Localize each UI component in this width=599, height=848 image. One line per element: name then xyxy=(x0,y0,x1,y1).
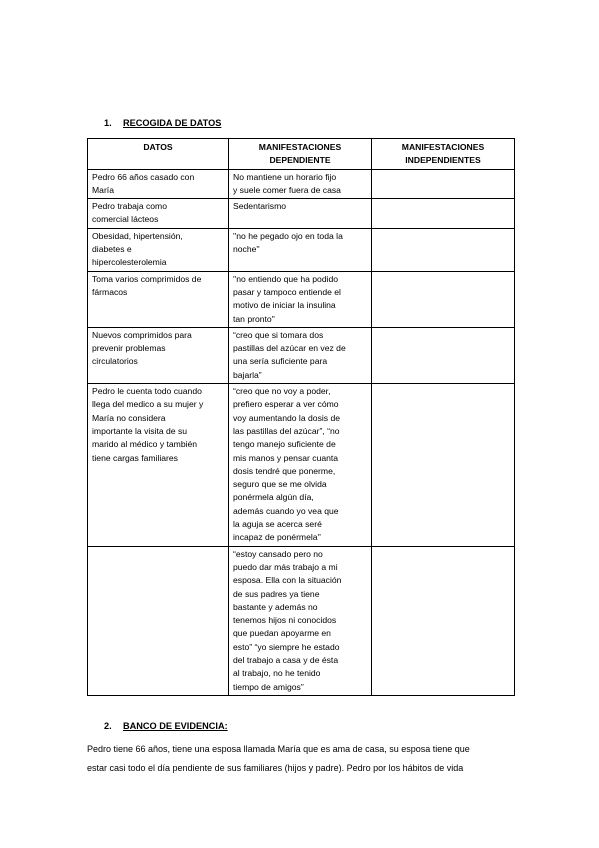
column-header xyxy=(229,139,372,170)
cell-text: pasar y tampoco entiende el xyxy=(233,286,341,297)
cell-text: circulatorios xyxy=(92,356,138,367)
cell-dependiente xyxy=(229,228,372,271)
table-row xyxy=(88,546,515,695)
header-text: MANIFESTACIONES xyxy=(258,142,342,152)
cell-dependiente xyxy=(229,199,372,229)
cell-text: tiene cargas familiares xyxy=(92,452,178,463)
cell-datos xyxy=(88,546,229,695)
cell-text: la aguja se acerca seré xyxy=(233,519,322,530)
section-title: BANCO DE EVIDENCIA: xyxy=(123,721,228,731)
cell-independiente xyxy=(372,546,515,695)
cell-text: “creo que no voy a poder, xyxy=(233,386,331,397)
cell-text: las pastillas del azúcar”, “no xyxy=(233,425,340,436)
cell-text: esposa. Ella con la situación xyxy=(233,575,342,586)
cell-datos xyxy=(88,271,229,327)
cell-text: Pedro le cuenta todo cuando xyxy=(92,386,202,397)
cell-independiente xyxy=(372,169,515,199)
cell-text: ''no entiendo que ha podido xyxy=(233,273,339,284)
column-header xyxy=(88,139,229,170)
cell-independiente xyxy=(372,228,515,271)
cell-datos xyxy=(88,327,229,383)
cell-text: “creo que si tomara dos xyxy=(233,329,324,340)
cell-independiente xyxy=(372,271,515,327)
cell-text: ''no he pegado ojo en toda la xyxy=(233,230,343,241)
cell-text: prefiero esperar a ver cómo xyxy=(233,399,339,410)
cell-text: María xyxy=(92,184,114,195)
cell-text: y suele comer fuera de casa xyxy=(233,184,341,195)
section-heading-recogida xyxy=(104,118,221,128)
cell-text: marido al médico y también xyxy=(92,439,198,450)
cell-text: dosis tendré que ponerme, xyxy=(233,465,336,476)
cell-text: de sus padres ya tiene xyxy=(233,588,320,599)
cell-text: mis manos y pensar cuanta xyxy=(233,452,339,463)
cell-text: Obesidad, hipertensión, xyxy=(92,230,183,241)
cell-text: tiempo de amigos” xyxy=(233,681,304,692)
cell-text: pastillas del azúcar en vez de xyxy=(233,343,346,354)
cell-text: prevenir problemas xyxy=(92,343,166,354)
data-table xyxy=(87,138,515,696)
cell-text: “estoy cansado pero no xyxy=(233,548,323,559)
cell-text: tan pronto" xyxy=(233,313,275,324)
table-row xyxy=(88,169,515,199)
paragraph-line: Pedro tiene 66 años, tiene una esposa llamada María que es ama de casa, su esposa tiene que xyxy=(87,744,470,754)
cell-text: bastante y además no xyxy=(233,601,318,612)
evidence-paragraph xyxy=(87,740,517,778)
column-header xyxy=(372,139,515,170)
cell-text: tenemos hijos ni conocidos xyxy=(233,615,337,626)
cell-text: además cuando yo vea que xyxy=(233,505,339,516)
cell-dependiente xyxy=(229,327,372,383)
header-text: MANIFESTACIONES xyxy=(401,142,485,152)
cell-text: María no considera xyxy=(92,412,166,423)
table-row xyxy=(88,271,515,327)
cell-dependiente xyxy=(229,271,372,327)
cell-text: tengo manejo suficiente de xyxy=(233,439,336,450)
cell-dependiente xyxy=(229,546,372,695)
cell-text: bajarla” xyxy=(233,369,262,380)
cell-text: noche'' xyxy=(233,244,260,255)
cell-dependiente xyxy=(229,169,372,199)
cell-datos xyxy=(88,228,229,271)
cell-text: Toma varios comprimidos de xyxy=(92,273,202,284)
cell-text: al trabajo, no he tenido xyxy=(233,668,321,679)
cell-text: Nuevos comprimidos para xyxy=(92,329,192,340)
cell-text: No mantiene un horario fijo xyxy=(233,171,337,182)
cell-text: motivo de iniciar la insulina xyxy=(233,300,336,311)
table-row xyxy=(88,228,515,271)
cell-text: esto” “yo siempre he estado xyxy=(233,641,340,652)
cell-dependiente xyxy=(229,384,372,547)
table-body xyxy=(88,169,515,695)
header-text: DATOS xyxy=(143,142,173,152)
cell-text: seguro que se me olvida xyxy=(233,479,327,490)
cell-text: diabetes e xyxy=(92,244,132,255)
cell-text: puedo dar más trabajo a mi xyxy=(233,561,338,572)
cell-datos xyxy=(88,199,229,229)
cell-text: del trabajo a casa y de ésta xyxy=(233,654,339,665)
cell-text: importante la visita de su xyxy=(92,425,188,436)
section-title: RECOGIDA DE DATOS xyxy=(123,118,222,128)
cell-independiente xyxy=(372,199,515,229)
cell-text: Sedentarismo xyxy=(233,201,287,212)
cell-text: una sería suficiente para xyxy=(233,356,328,367)
section-number: 1. xyxy=(104,118,112,128)
cell-text: incapaz de ponérmela'' xyxy=(233,532,321,543)
cell-text: voy aumentando la dosis de xyxy=(233,412,341,423)
cell-independiente xyxy=(372,327,515,383)
cell-text: llega del medico a su mujer y xyxy=(92,399,204,410)
cell-text: que puedan apoyarme en xyxy=(233,628,331,639)
header-text: DEPENDIENTE xyxy=(269,155,331,166)
paragraph-line: estar casi todo el día pendiente de sus familiares (hijos y padre). Pedro por los hábitos de vida xyxy=(87,763,464,773)
cell-independiente xyxy=(372,384,515,547)
table-header-row xyxy=(88,139,515,170)
cell-text: Pedro trabaja como xyxy=(92,201,167,212)
cell-text: ponérmela algún día, xyxy=(233,492,314,503)
table-row xyxy=(88,384,515,547)
cell-text: fármacos xyxy=(92,286,128,297)
section-heading-banco xyxy=(104,721,228,731)
cell-text: hipercolesterolemia xyxy=(92,257,167,268)
table-row xyxy=(88,327,515,383)
header-text: INDEPENDIENTES xyxy=(405,155,481,166)
cell-text: comercial lácteos xyxy=(92,214,159,225)
table-row xyxy=(88,199,515,229)
cell-datos xyxy=(88,384,229,547)
cell-text: Pedro 66 años casado con xyxy=(92,171,195,182)
section-number: 2. xyxy=(104,721,112,731)
cell-datos xyxy=(88,169,229,199)
